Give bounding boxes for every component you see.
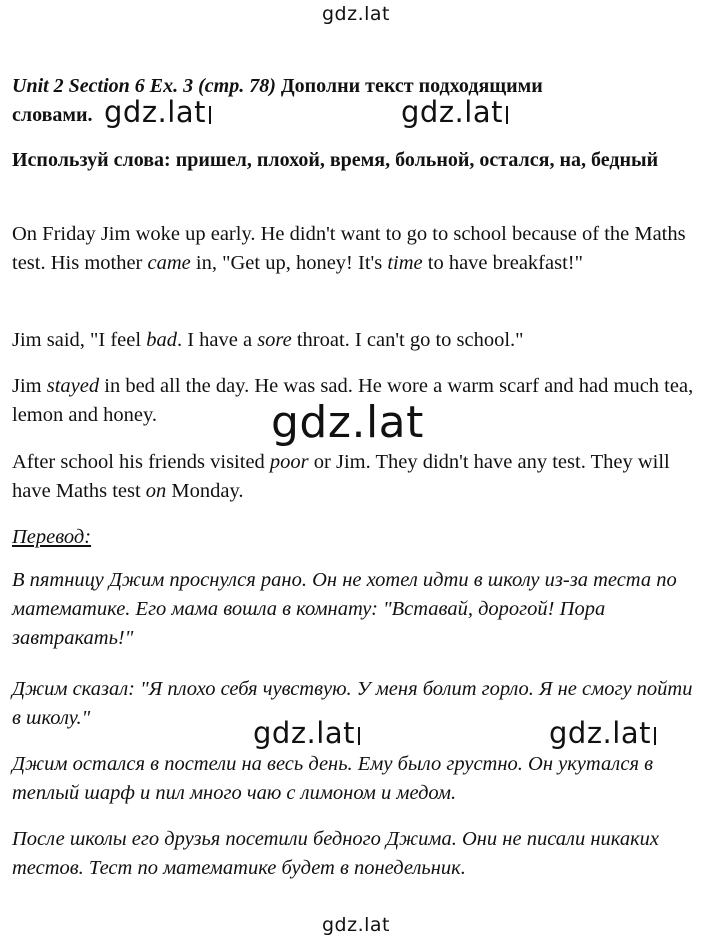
- watermark-center: gdz.lat: [268, 401, 427, 445]
- english-paragraph-4: After school his friends visited poor or Jim. They didn't have any test. They will have Maths test on Monday.: [12, 451, 670, 502]
- answer-word: came: [147, 252, 191, 274]
- answer-word: on: [145, 480, 167, 502]
- answer-word: poor: [269, 451, 309, 473]
- exercise-task: Дополни текст подходящими: [275, 75, 543, 97]
- exercise-task-end: словами.: [12, 104, 93, 126]
- russian-paragraph-3: Джим остался в постели на весь день. Ему было грустно. Он укутался в теплый шарф и пил много чаю с лимоном и медом.: [12, 753, 654, 804]
- exercise-reference: Unit 2 Section 6 Ex. 3 (стр. 78): [12, 75, 276, 97]
- english-paragraph-3: Jim stayed in bed all the day. He was sad. He wore a warm scarf and had much tea, lemon and honey.: [12, 375, 694, 426]
- english-paragraph-1: On Friday Jim woke up early. He didn't want to go to school because of the Maths test. His mother came in, "Get up, honey! It's time to have breakfast!": [12, 223, 686, 274]
- word-list-instructions: Используй слова: пришел, плохой, время, больной, остался, на, бедный: [12, 149, 659, 171]
- translation-label: Перевод:: [12, 526, 92, 548]
- watermark-lower-left: gdz.lat: [250, 719, 363, 748]
- russian-paragraph-2: Джим сказал: "Я плохо себя чувствую. У меня болит горло. Я не смогу пойти в школу.": [12, 678, 693, 729]
- watermark-right: gdz.lat: [398, 98, 511, 127]
- answer-word: sore: [257, 329, 292, 351]
- english-paragraph-2: Jim said, "I feel bad. I have a sore throat. I can't go to school.": [12, 329, 524, 351]
- answer-word: bad: [146, 329, 177, 351]
- answer-word: time: [387, 252, 423, 274]
- watermark-top: gdz.lat: [322, 3, 391, 25]
- watermark-lower-right: gdz.lat: [546, 719, 659, 748]
- answer-word: stayed: [46, 375, 100, 397]
- russian-paragraph-1: В пятницу Джим проснулся рано. Он не хотел идти в школу из-за теста по математике. Его мама вошла в комнату: "Вставай, дорогой! Пора завтракать!": [12, 569, 677, 649]
- russian-paragraph-4: После школы его друзья посетили бедного Джима. Они не писали никаких тестов. Тест по математике будет в понедельник.: [12, 828, 660, 879]
- watermark-bottom: gdz.lat: [322, 914, 391, 936]
- watermark-left: gdz.lat: [101, 98, 214, 127]
